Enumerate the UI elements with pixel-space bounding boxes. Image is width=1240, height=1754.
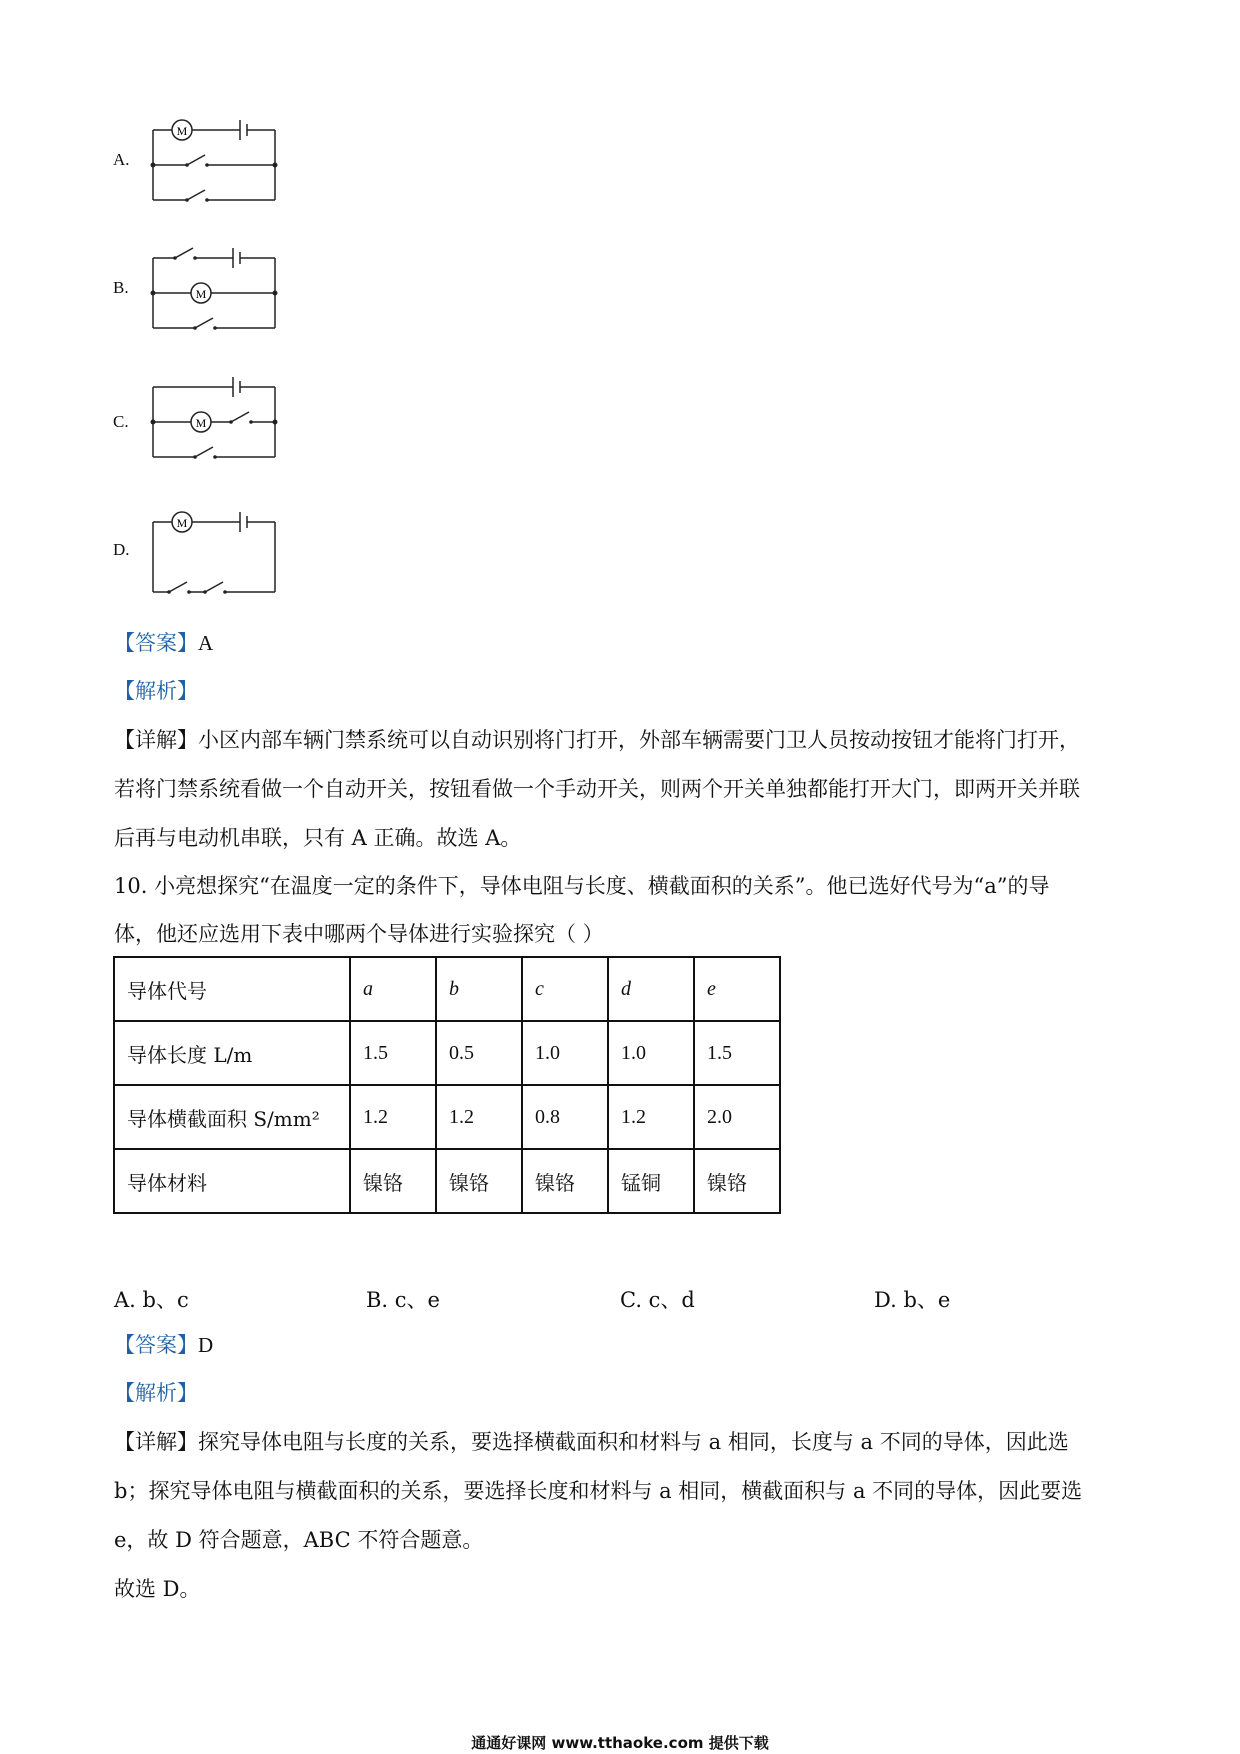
- circuit-diagram-a: [145, 108, 285, 208]
- detail-text: 探究导体电阻与长度的关系，要选择横截面积和材料与 a 相同，长度与 a 不同的导体，因此选: [198, 1430, 1069, 1454]
- page-footer: 通通好课网 www.tthaoke.com 提供下载: [471, 1734, 769, 1752]
- table-cell: b: [436, 957, 522, 1021]
- table-row: [114, 957, 780, 1021]
- motor-symbol: M: [176, 124, 188, 138]
- option-b-label: B.: [113, 278, 129, 297]
- table-cell: 0.5: [436, 1021, 522, 1085]
- q10-detail-line-2: b；探究导体电阻与横截面积的关系，要选择长度和材料与 a 相同，横截面积与 a 不同的导体，因此要选: [114, 1479, 1083, 1503]
- motor-symbol: M: [176, 516, 188, 530]
- table-cell: 镍铬: [350, 1149, 436, 1213]
- q10-detail-line-3: e，故 D 符合题意，ABC 不符合题意。: [114, 1528, 484, 1552]
- table-cell: 1.2: [350, 1085, 436, 1149]
- motor-symbol: M: [195, 287, 207, 301]
- table-cell: 锰铜: [608, 1149, 694, 1213]
- row-header: 导体横截面积 S/mm²: [114, 1085, 350, 1149]
- table-cell: 2.0: [694, 1085, 780, 1149]
- detail-tag: 【详解】: [114, 1430, 198, 1454]
- circuit-diagram-c: [145, 372, 285, 472]
- choice-c: C. c、d: [620, 1288, 695, 1312]
- q9-analysis-tag: 【解析】: [114, 679, 198, 703]
- detail-text: 小区内部车辆门禁系统可以自动识别将门打开，外部车辆需要门卫人员按动按钮才能将门打开，: [198, 728, 1080, 752]
- row-header: 导体长度 L/m: [114, 1021, 350, 1085]
- answer-value: A: [198, 631, 214, 655]
- q10-conclusion: 故选 D。: [114, 1577, 201, 1601]
- option-a-label: A.: [113, 150, 130, 169]
- circuit-diagram-d: [145, 500, 285, 600]
- table-cell: 镍铬: [694, 1149, 780, 1213]
- table-cell: 0.8: [522, 1085, 608, 1149]
- table-cell: 1.2: [608, 1085, 694, 1149]
- table-cell: 镍铬: [522, 1149, 608, 1213]
- circuit-diagram-b: [145, 240, 285, 340]
- q9-detail-line-2: 若将门禁系统看做一个自动开关，按钮看做一个手动开关，则两个开关单独都能打开大门，即两开关并联: [114, 777, 1080, 801]
- q9-detail-line-1: [114, 726, 1080, 754]
- option-d-label: D.: [113, 540, 130, 559]
- table-cell: 1.0: [608, 1021, 694, 1085]
- table-cell: 1.0: [522, 1021, 608, 1085]
- table-cell: 镍铬: [436, 1149, 522, 1213]
- detail-tag: 【详解】: [114, 728, 198, 752]
- table-cell: d: [608, 957, 694, 1021]
- q10-stem-line-1: 10. 小亮想探究“在温度一定的条件下，导体电阻与长度、横截面积的关系”。他已选好代号为“a”的导: [114, 874, 1050, 898]
- table-cell: 1.2: [436, 1085, 522, 1149]
- choice-d: D. b、e: [874, 1288, 951, 1312]
- table-cell: c: [522, 957, 608, 1021]
- choice-b: B. c、e: [366, 1288, 440, 1312]
- q10-stem-line-2: 体，他还应选用下表中哪两个导体进行实验探究（ ）: [114, 922, 604, 946]
- q10-detail-line-1: [114, 1428, 1069, 1456]
- conductor-table: [113, 956, 781, 1214]
- option-c-label: C.: [113, 412, 129, 431]
- answer-value: D: [198, 1333, 214, 1357]
- q9-detail-line-3: 后再与电动机串联，只有 A 正确。故选 A。: [114, 826, 522, 850]
- row-header: 导体材料: [114, 1149, 350, 1213]
- choice-a: A. b、c: [114, 1288, 189, 1312]
- q9-answer-line: [114, 629, 213, 657]
- motor-symbol: M: [195, 416, 207, 430]
- answer-tag: 【答案】: [114, 1333, 198, 1357]
- table-row: [114, 1149, 780, 1213]
- table-row: [114, 1021, 780, 1085]
- row-header: 导体代号: [114, 957, 350, 1021]
- table-cell: e: [694, 957, 780, 1021]
- table-cell: 1.5: [694, 1021, 780, 1085]
- q10-answer-line: [114, 1331, 213, 1359]
- answer-tag: 【答案】: [114, 631, 198, 655]
- q10-analysis-tag: 【解析】: [114, 1381, 198, 1405]
- table-cell: 1.5: [350, 1021, 436, 1085]
- table-row: [114, 1085, 780, 1149]
- table-cell: a: [350, 957, 436, 1021]
